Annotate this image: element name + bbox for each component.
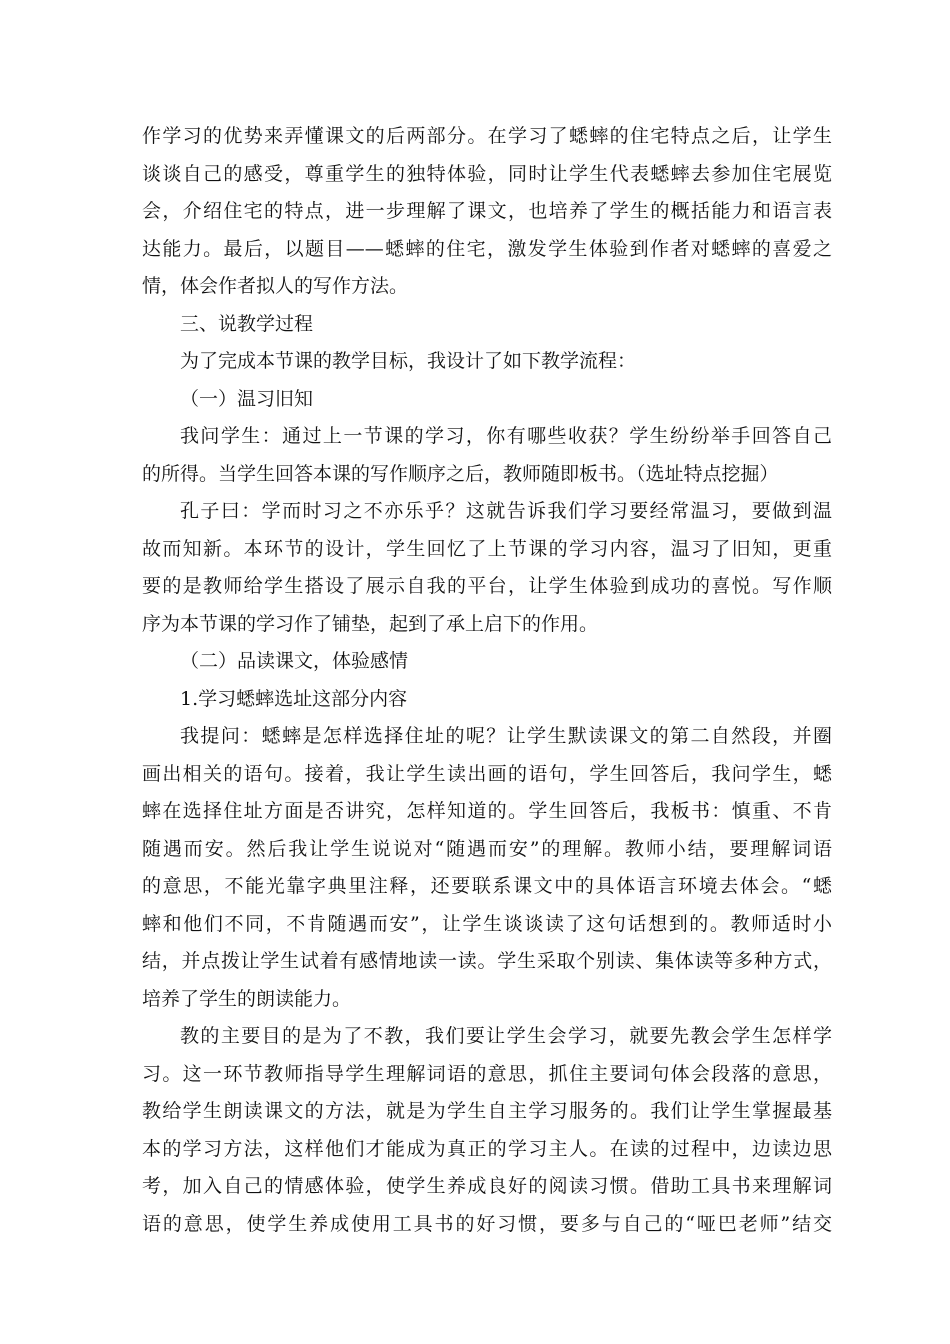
paragraph-confucius — [142, 493, 832, 643]
text-line: 随遇而安。然后我让学生说说对“随遇而安”的理解。教师小结，要理解词语 — [142, 837, 832, 860]
text-line: 结，并点拨让学生试着有感情地读一读。学生采取个别读、集体读等多种方式， — [142, 950, 832, 972]
text-line: 教的主要目的是为了不教，我们要让学生会学习，就要先教会学生怎样学 — [180, 1025, 832, 1047]
document-page — [142, 118, 832, 1243]
paragraph-teaching-purpose — [142, 1018, 832, 1243]
paragraph-review — [142, 418, 832, 493]
text-line: 教给学生朗读课文的方法，就是为学生自主学习服务的。我们让学生掌握最基 — [142, 1100, 832, 1122]
text-line: 达能力。最后，以题目——蟋蟀的住宅，激发学生体验到作者对蟋蟀的喜爱之 — [142, 237, 832, 260]
text-line: 蟀和他们不同，不肯随遇而安”，让学生谈谈读了这句话想到的。教师适时小 — [142, 912, 832, 935]
text-line: 谈谈自己的感受，尊重学生的独特体验，同时让学生代表蟋蟀去参加住宅展览 — [142, 162, 832, 185]
text-line: 习。这一环节教师指导学生理解词语的意思，抓住主要词句体会段落的意思， — [142, 1062, 832, 1085]
text-line: 语的意思，使学生养成使用工具书的好习惯，要多与自己的“哑巴老师”结交 — [142, 1212, 832, 1235]
text-line: 我提问：蟋蟀是怎样选择住址的呢？让学生默读课文的第二自然段，并圈 — [180, 725, 832, 747]
text-line: 要的是教师给学生搭设了展示自我的平台，让学生体验到成功的喜悦。写作顺 — [142, 575, 832, 597]
text-line: 故而知新。本环节的设计，学生回忆了上节课的学习内容，温习了旧知，更重 — [142, 537, 832, 560]
text-line: 序为本节课的学习作了铺垫，起到了承上启下的作用。 — [142, 612, 599, 635]
text-line: 本的学习方法，这样他们才能成为真正的学习主人。在读的过程中，边读边思 — [142, 1137, 832, 1160]
text-line: 作学习的优势来弄懂课文的后两部分。在学习了蟋蟀的住宅特点之后，让学生 — [142, 125, 832, 147]
item-heading: 1.学习蟋蟀选址这部分内容 — [180, 687, 408, 710]
paragraph-site-selection — [142, 718, 832, 1018]
subsection-heading: （二）品读课文，体验感情 — [180, 650, 409, 672]
text-line: 会，介绍住宅的特点，进一步理解了课文，也培养了学生的概括能力和语言表 — [142, 200, 832, 222]
text-line: 的意思，不能光靠字典里注释，还要联系课文中的具体语言环境去体会。“蟋 — [142, 875, 832, 897]
text-line: 蟀在选择住址方面是否讲究，怎样知道的。学生回答后，我板书：慎重、不肯 — [142, 800, 832, 822]
subsection-heading: （一）温习旧知 — [180, 387, 314, 410]
text-line: 孔子曰：学而时习之不亦乐乎？这就告诉我们学习要经常温习，要做到温 — [180, 500, 832, 522]
paragraph-intro: 为了完成本节课的教学目标，我设计了如下教学流程： — [180, 350, 637, 372]
text-line: 情，体会作者拟人的写作方法。 — [142, 275, 409, 297]
text-line: 培养了学生的朗读能力。 — [142, 987, 352, 1010]
text-line: 画出相关的语句。接着，我让学生读出画的语句，学生回答后，我问学生，蟋 — [142, 762, 832, 785]
paragraph-continuation — [142, 118, 832, 306]
section-heading: 三、说教学过程 — [180, 312, 314, 335]
text-line: 的所得。当学生回答本课的写作顺序之后，教师随即板书。（选址特点挖掘） — [142, 462, 779, 485]
text-line: 我问学生：通过上一节课的学习，你有哪些收获？学生纷纷举手回答自己 — [180, 425, 832, 447]
text-line: 考，加入自己的情感体验，使学生养成良好的阅读习惯。借助工具书来理解词 — [142, 1175, 832, 1197]
